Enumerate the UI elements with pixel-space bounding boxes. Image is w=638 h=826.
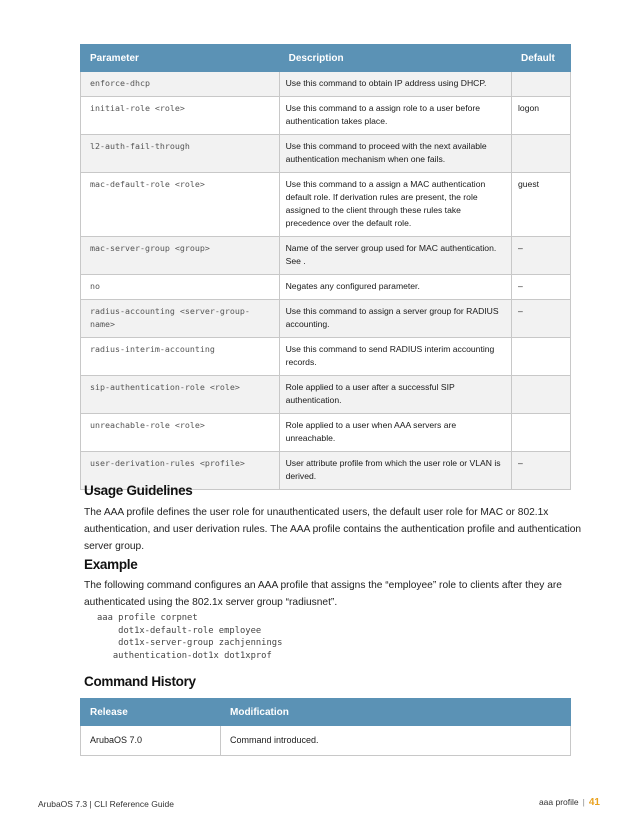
history-modification: Command introduced. bbox=[221, 726, 571, 756]
table-row bbox=[81, 97, 571, 135]
param-name: no bbox=[81, 275, 280, 300]
example-heading: Example bbox=[84, 557, 138, 572]
param-default: – bbox=[512, 300, 571, 338]
param-description: Use this command to obtain IP address using DHCP. bbox=[279, 72, 511, 97]
param-default bbox=[512, 135, 571, 173]
param-name: unreachable-role <role> bbox=[81, 414, 280, 452]
history-header-row bbox=[81, 699, 571, 726]
param-default: guest bbox=[512, 173, 571, 237]
parameters-header-row bbox=[81, 45, 571, 72]
header-modification: Modification bbox=[221, 699, 571, 726]
table-row bbox=[81, 726, 571, 756]
table-row bbox=[81, 275, 571, 300]
command-history-heading: Command History bbox=[84, 674, 196, 689]
example-code-block bbox=[97, 612, 282, 662]
param-description: Use this command to assign a server group for RADIUS accounting. bbox=[279, 300, 511, 338]
footer-page-info bbox=[539, 797, 600, 808]
table-row bbox=[81, 338, 571, 376]
param-name: sip-authentication-role <role> bbox=[81, 376, 280, 414]
table-row bbox=[81, 135, 571, 173]
table-row bbox=[81, 72, 571, 97]
param-default: – bbox=[512, 452, 571, 490]
param-description: Role applied to a user when AAA servers are unreachable. bbox=[279, 414, 511, 452]
history-release: ArubaOS 7.0 bbox=[81, 726, 221, 756]
table-row bbox=[81, 237, 571, 275]
table-row bbox=[81, 173, 571, 237]
table-row bbox=[81, 376, 571, 414]
param-name: mac-default-role <role> bbox=[81, 173, 280, 237]
table-row bbox=[81, 300, 571, 338]
code-line: aaa profile corpnet bbox=[97, 613, 198, 623]
page-number: 41 bbox=[588, 797, 600, 808]
param-name: l2-auth-fail-through bbox=[81, 135, 280, 173]
header-parameter: Parameter bbox=[81, 45, 280, 72]
param-description: Use this command to a assign role to a user before authentication takes place. bbox=[279, 97, 511, 135]
usage-guidelines-text: The AAA profile defines the user role for unauthenticated users, the default user role for MAC or 802.1x authentication, and user derivation rules. The AAA profile contains the authentication profile and authentication server group. bbox=[84, 507, 582, 552]
param-default bbox=[512, 414, 571, 452]
footer-guide-title: ArubaOS 7.3 | CLI Reference Guide bbox=[38, 799, 174, 809]
footer-section-label: aaa profile bbox=[538, 797, 579, 807]
header-release: Release bbox=[81, 699, 221, 726]
param-name: radius-interim-accounting bbox=[81, 338, 280, 376]
param-default bbox=[512, 376, 571, 414]
param-description: Use this command to proceed with the next available authentication mechanism when one fails. bbox=[279, 135, 511, 173]
param-default: logon bbox=[512, 97, 571, 135]
param-default bbox=[512, 338, 571, 376]
param-description: Role applied to a user after a successful SIP authentication. bbox=[279, 376, 511, 414]
param-description: Use this command to send RADIUS interim accounting records. bbox=[279, 338, 511, 376]
parameters-table bbox=[80, 44, 571, 490]
param-default: – bbox=[512, 275, 571, 300]
param-description: Negates any configured parameter. bbox=[279, 275, 511, 300]
header-description: Description bbox=[279, 45, 511, 72]
usage-guidelines-heading: Usage Guidelines bbox=[84, 483, 193, 498]
example-text: The following command configures an AAA profile that assigns the “employee” role to clients after they are authenticated using the 802.1x server group “radiusnet”. bbox=[84, 580, 562, 608]
footer-separator: | bbox=[582, 797, 585, 807]
table-row bbox=[81, 414, 571, 452]
code-line: dot1x-default-role employee bbox=[97, 625, 262, 636]
param-description: Name of the server group used for MAC authentication. See . bbox=[279, 237, 511, 275]
param-default bbox=[512, 72, 571, 97]
param-name: radius-accounting <server-group-name> bbox=[81, 300, 280, 338]
code-line: dot1x-server-group zachjennings bbox=[97, 638, 283, 648]
param-description: User attribute profile from which the user role or VLAN is derived. bbox=[279, 452, 511, 490]
code-line: authentication-dot1x dot1xprof bbox=[97, 650, 272, 661]
param-name: mac-server-group <group> bbox=[81, 237, 280, 275]
param-name: enforce-dhcp bbox=[81, 72, 280, 97]
param-description: Use this command to a assign a MAC authentication default role. If derivation rules are present, the role assigned to the client through these rules take precedence over the default role. bbox=[279, 173, 511, 237]
command-history-table bbox=[80, 698, 571, 756]
param-default: – bbox=[512, 237, 571, 275]
param-name: initial-role <role> bbox=[81, 97, 280, 135]
param-name: user-derivation-rules <profile> bbox=[81, 452, 280, 490]
header-default: Default bbox=[512, 45, 571, 72]
